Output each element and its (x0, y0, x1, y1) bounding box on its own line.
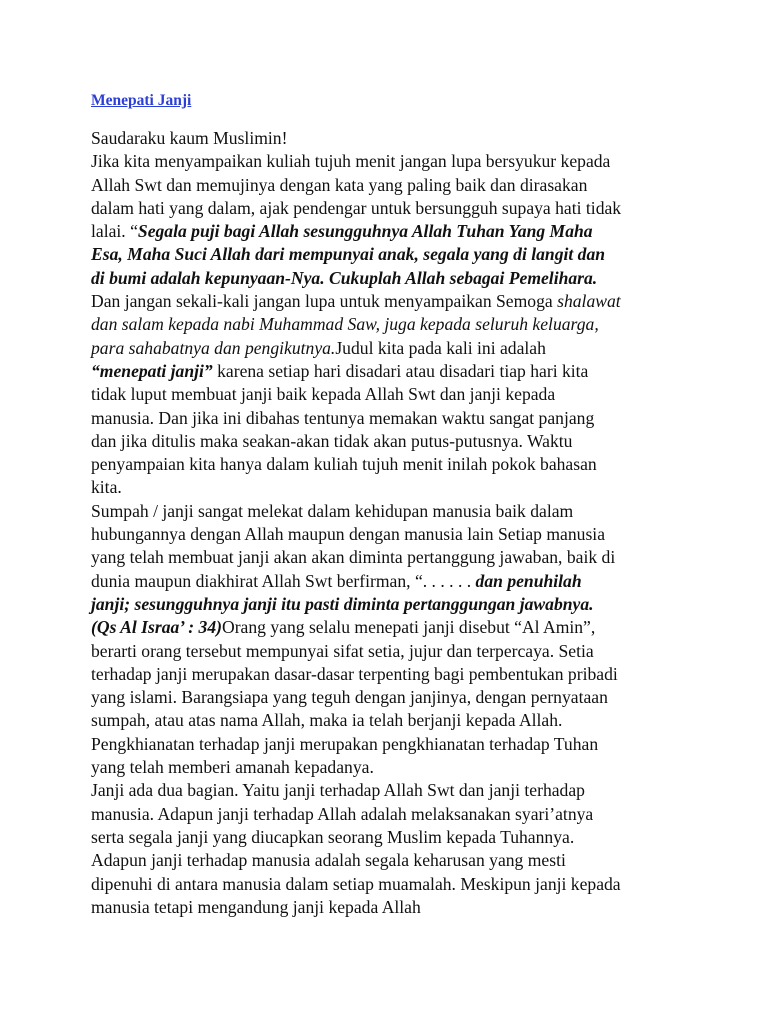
text-line (91, 733, 691, 756)
text-line (91, 127, 691, 150)
text-run: dunia maupun diakhirat Allah Swt berfirman, “. . . . . . (91, 570, 476, 591)
text-line (91, 849, 691, 872)
text-run: manusia tetapi mengandung janji kepada Allah (91, 896, 421, 917)
text-line (91, 826, 691, 849)
text-line (91, 220, 691, 243)
text-run: “menepati janji” (91, 360, 213, 381)
text-line (91, 360, 691, 383)
text-line (91, 686, 691, 709)
text-run: Allah Swt dan memujinya dengan kata yang paling baik dan dirasakan (91, 174, 588, 195)
text-line (91, 430, 691, 453)
text-run: penyampaian kita hanya dalam kuliah tujuh menit inilah pokok bahasan (91, 454, 597, 475)
text-run: dalam hati yang dalam, ajak pendengar untuk bersungguh supaya hati tidak (91, 197, 622, 218)
text-run: tidak luput membuat janji baik kepada Allah Swt dan janji kepada (91, 384, 556, 405)
text-line (91, 640, 691, 663)
body-text (91, 127, 691, 919)
text-run: Adapun janji terhadap manusia adalah segala keharusan yang mesti (91, 850, 566, 871)
text-run: hubungannya dengan Allah maupun dengan manusia lain Setiap manusia (91, 524, 606, 545)
text-line (91, 803, 691, 826)
text-run: Esa, Maha Suci Allah dari mempunyai anak, segala yang di langit dan (91, 244, 606, 265)
text-line (91, 174, 691, 197)
text-line (91, 500, 691, 523)
text-line (91, 476, 691, 499)
text-line (91, 383, 691, 406)
text-run: sumpah, atau atas nama Allah, maka ia telah berjanji kepada Allah. (91, 710, 563, 731)
text-line (91, 243, 691, 266)
text-line (91, 779, 691, 802)
text-line (91, 546, 691, 569)
text-line (91, 663, 691, 686)
text-line (91, 709, 691, 732)
text-line (91, 197, 691, 220)
text-run: Orang yang selalu menepati janji disebut “Al Amin”, (221, 617, 596, 638)
text-run: para sahabatnya dan pengikutnya. (91, 337, 336, 358)
text-line (91, 873, 691, 896)
page-title-link[interactable]: Menepati Janji (91, 92, 192, 109)
text-run: dipenuhi di antara manusia dalam setiap muamalah. Meskipun janji kepada (91, 873, 621, 894)
text-line (91, 150, 691, 173)
text-run: Jika kita menyampaikan kuliah tujuh menit jangan lupa bersyukur kepada (91, 151, 611, 172)
text-run: . “ (121, 221, 138, 242)
text-run: dan salam kepada nabi Muhammad Saw, juga kepada seluruh keluarga, (91, 314, 599, 335)
text-line (91, 337, 691, 360)
text-run: Sumpah / janji sangat melekat dalam kehidupan manusia baik dalam (91, 500, 574, 521)
text-run: dan penuhilah (475, 570, 582, 591)
text-run: dan jika ditulis maka seakan-akan tidak akan putus-putusnya. Waktu (91, 430, 573, 451)
text-run: di bumi adalah kepunyaan-Nya. Cukuplah Allah sebagai Pemelihara. (91, 267, 598, 288)
text-run: yang telah memberi amanah kepadanya. (91, 757, 374, 778)
text-run: serta segala janji yang diucapkan seorang Muslim kepada Tuhannya. (91, 826, 575, 847)
text-line (91, 616, 691, 639)
text-line (91, 313, 691, 336)
text-run: yang telah membuat janji akan akan diminta pertanggung jawaban, baik di (91, 547, 616, 568)
text-run: manusia. Adapun janji terhadap Allah adalah melaksanakan syari’atnya (91, 803, 594, 824)
text-run: kita. (91, 477, 122, 498)
text-run: Saudaraku kaum Muslimin! (91, 128, 288, 148)
text-line (91, 407, 691, 430)
text-run: yang islami. Barangsiapa yang teguh dengan janjinya, dengan pernyataan (91, 687, 608, 708)
text-run: Segala puji bagi Allah sesungguhnya Allah Tuhan Yang Maha (137, 221, 593, 242)
text-run: janji; sesungguhnya janji itu pasti diminta pertanggungan jawabnya. (91, 593, 594, 614)
text-run: Judul kita pada kali ini adalah (335, 337, 546, 358)
text-run: Janji ada dua bagian. Yaitu janji terhadap Allah Swt dan janji terhadap (91, 780, 585, 801)
text-run: terhadap janji merupakan dasar-dasar terpenting bagi pembentukan pribadi (91, 663, 618, 684)
text-run: (Qs Al Israa’ : 34) (91, 617, 222, 638)
text-run: Pengkhianatan terhadap janji merupakan pengkhianatan terhadap Tuhan (91, 733, 599, 754)
text-run: berarti orang tersebut mempunyai sifat setia, jujur dan terpercaya. Setia (91, 640, 594, 661)
text-line (91, 453, 691, 476)
text-line (91, 290, 691, 313)
text-line (91, 896, 691, 919)
text-run: Dan jangan sekali-kali jangan lupa untuk menyampaikan Semoga (91, 291, 558, 312)
text-line (91, 267, 691, 290)
text-run: shalawat (557, 291, 621, 312)
text-line (91, 570, 691, 593)
text-line (91, 593, 691, 616)
text-line (91, 756, 691, 779)
text-run: karena setiap hari disadari atau disadari tiap hari kita (212, 360, 589, 381)
text-run: lalai (91, 221, 122, 242)
text-run: manusia. Dan jika ini dibahas tentunya memakan waktu sangat panjang (91, 407, 595, 428)
text-line (91, 523, 691, 546)
